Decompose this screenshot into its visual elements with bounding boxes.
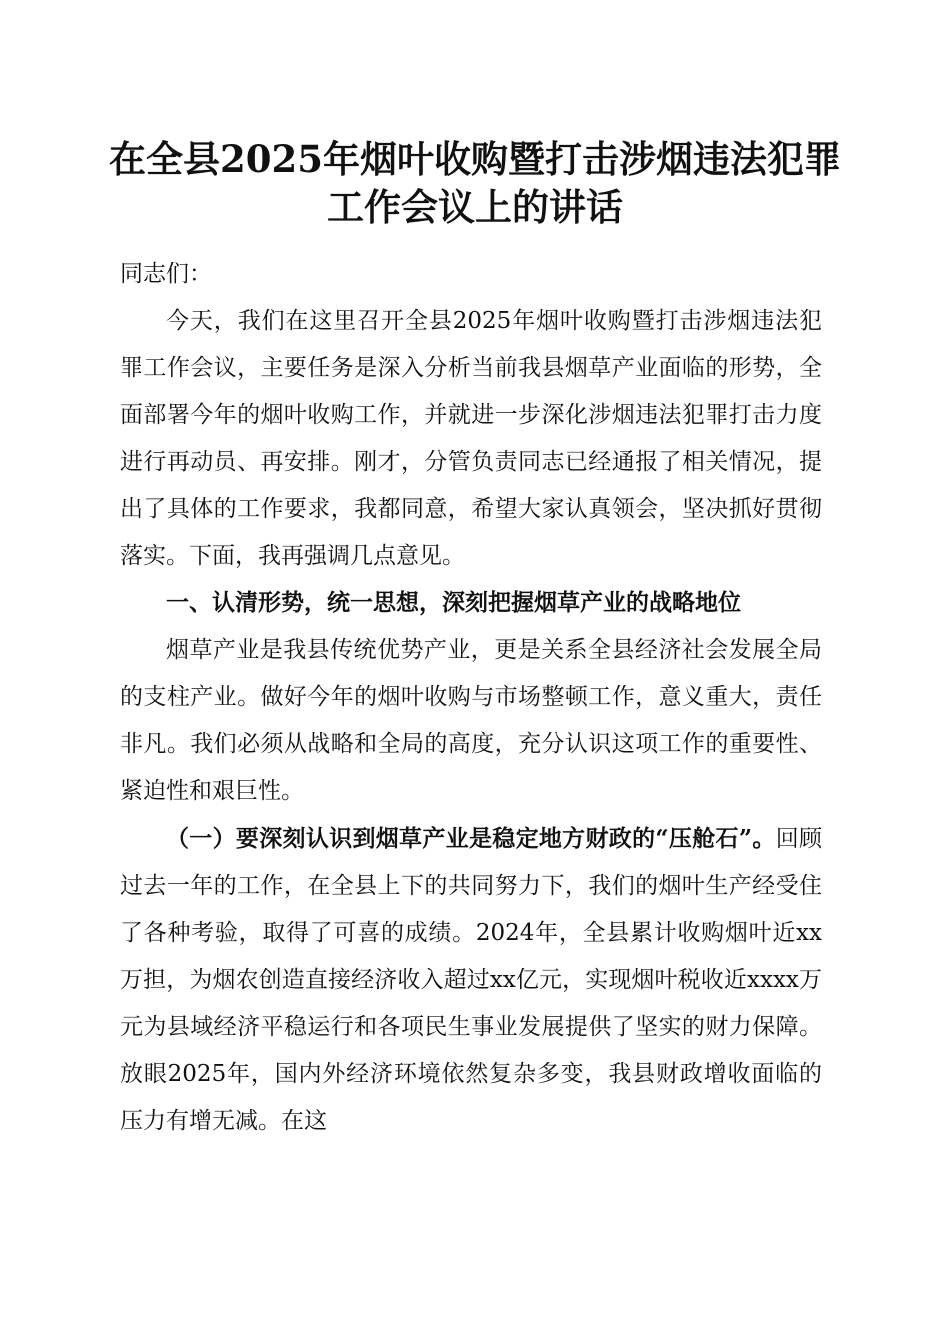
paragraph-section-1: 烟草产业是我县传统优势产业，更是关系全县经济社会发展全局的支柱产业。做好今年的烟叶收购与市场整顿工作，意义重大，责任非凡。我们必须从战略和全局的高度，充分认识这项工作的重要性、紧迫性和艰巨性。 [120,637,822,804]
document-body [120,251,822,1145]
subsection-text-1: 回顾过去一年的工作，在全县上下的共同努力下，我们的烟叶生产经受住了各种考验，取得了可喜的成绩。2024年，全县累计收购烟叶近xx万担，为烟农创造直接经济收入超过xx亿元，实现烟叶税收近xxxx万元为县域经济平稳运行和各项民生事业发展提供了坚实的财力保障。放眼2025年，国内外经济环境依然复杂多变，我县财政增收面临的压力有增无减。在这 [120,826,822,1134]
paragraph-intro: 今天，我们在这里召开全县2025年烟叶收购暨打击涉烟违法犯罪工作会议，主要任务是深入分析当前我县烟草产业面临的形势，全面部署今年的烟叶收购工作，并就进一步深化涉烟违法犯罪打击力度进行再动员、再安排。刚才，分管负责同志已经通报了相关情况，提出了具体的工作要求，我都同意，希望大家认真领会，坚决抓好贯彻落实。下面，我再强调几点意见。 [120,308,822,569]
section-heading-1: 一、认清形势，统一思想，深刻把握烟草产业的战略地位 [166,590,741,616]
subsection-heading-1: （一）要深刻认识到烟草产业是稳定地方财政的“压舱石”。 [166,825,776,852]
title-line-2: 工作会议上的讲话 [327,185,623,229]
title-line-1: 在全县2025年烟叶收购暨打击涉烟违法犯罪 [109,137,841,181]
document-title [100,135,850,231]
greeting: 同志们： [120,261,212,287]
paragraph-subsection-1 [120,815,822,1145]
